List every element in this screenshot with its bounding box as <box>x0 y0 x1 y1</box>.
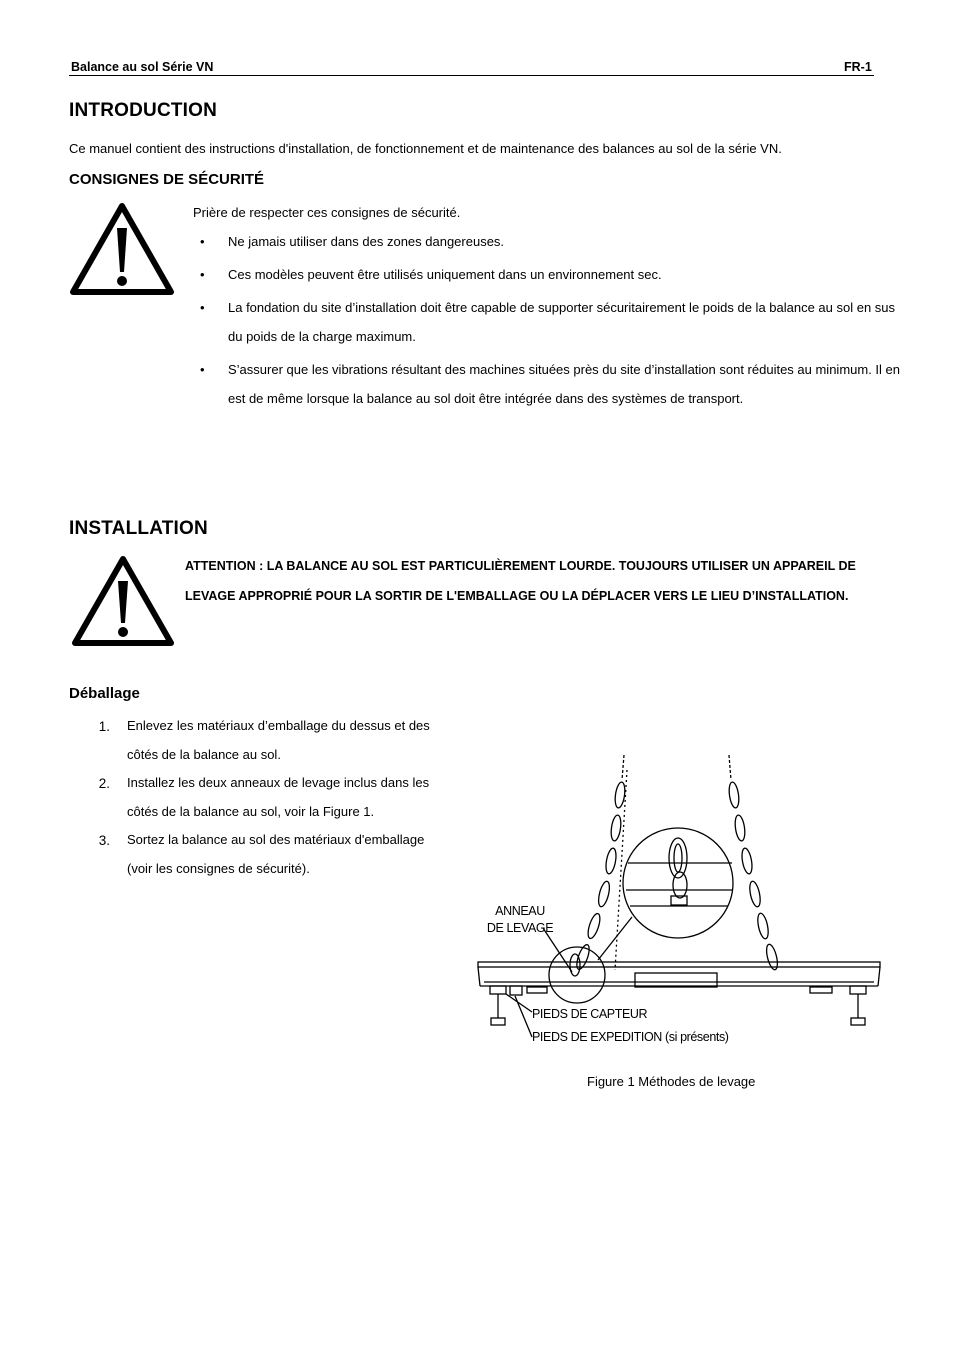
shipping-leader-line <box>515 996 532 1037</box>
warning-triangle-icon <box>68 200 176 298</box>
safety-bullet-3: La fondation du site d’installation doit être capable de supporter sécuritairement le poids de la balance au sol en sus du poids de la charge maximum. <box>228 300 896 344</box>
label-load-cell-feet: PIEDS DE CAPTEUR <box>532 1007 648 1021</box>
safety-bullet-1: Ne jamais utiliser dans des zones dangereuses. <box>228 234 505 249</box>
installation-warning: ATTENTION : LA BALANCE AU SOL EST PARTICULIÈREMENT LOURDE. TOUJOURS UTILISER UN APPAREIL DE LEVAGE APPROPRIÉ POUR LA SORTIR DE L'EMBALLAGE OU LA DÉPLACER VERS LE LIEU D’INSTALLATION. <box>185 559 856 603</box>
label-lifting-ring: ANNEAU DE LEVAGE <box>486 904 554 935</box>
lifting-method-illustration <box>470 750 890 1050</box>
right-chain <box>728 755 780 971</box>
bullet-icon: • <box>200 234 205 249</box>
unpacking-step-3: Sortez la balance au sol des matériaux d'emballage (voir les consignes de sécurité). <box>127 832 425 876</box>
unpacking-step-2: Installez les deux anneaux de levage inclus dans les côtés de la balance au sol, voir la Figure 1. <box>127 775 430 819</box>
step-number: 2. <box>98 776 110 791</box>
safety-intro: Prière de respecter ces consignes de sécurité. <box>193 205 461 220</box>
header-rule <box>69 75 874 76</box>
unpacking-heading: Déballage <box>69 685 140 702</box>
detail-magnifier <box>598 828 733 960</box>
left-chain <box>574 755 627 971</box>
label-shipping-feet: PIEDS DE EXPEDITION (si présents) <box>532 1030 729 1044</box>
bullet-icon: • <box>200 300 205 315</box>
step-number: 1. <box>98 719 110 734</box>
installation-heading: INSTALLATION <box>69 518 208 539</box>
page-number: FR-1 <box>844 60 872 74</box>
safety-bullet-2: Ces modèles peuvent être utilisés uniquement dans un environnement sec. <box>228 267 662 282</box>
figure-caption: Figure 1 Méthodes de levage <box>587 1074 756 1089</box>
warning-triangle-icon <box>70 553 176 649</box>
bullet-icon: • <box>200 362 205 377</box>
introduction-text: Ce manuel contient des instructions d'installation, de fonctionnement et de maintenance des balances au sol de la série VN. <box>69 141 782 156</box>
step-number: 3. <box>98 833 110 848</box>
unpacking-step-1: Enlevez les matériaux d’emballage du dessus et des côtés de la balance au sol. <box>127 718 430 762</box>
introduction-heading: INTRODUCTION <box>69 100 218 121</box>
feet-leader-line <box>506 994 532 1012</box>
safety-heading: CONSIGNES DE SÉCURITÉ <box>69 171 265 188</box>
safety-bullet-4: S’assurer que les vibrations résultant des machines situées près du site d’installation sont réduites au minimum. Il en est de même lorsque la balance au sol doit être intégrée dans des systèmes de transport. <box>228 362 901 406</box>
bullet-icon: • <box>200 267 205 282</box>
running-header-title: Balance au sol Série VN <box>71 60 214 74</box>
